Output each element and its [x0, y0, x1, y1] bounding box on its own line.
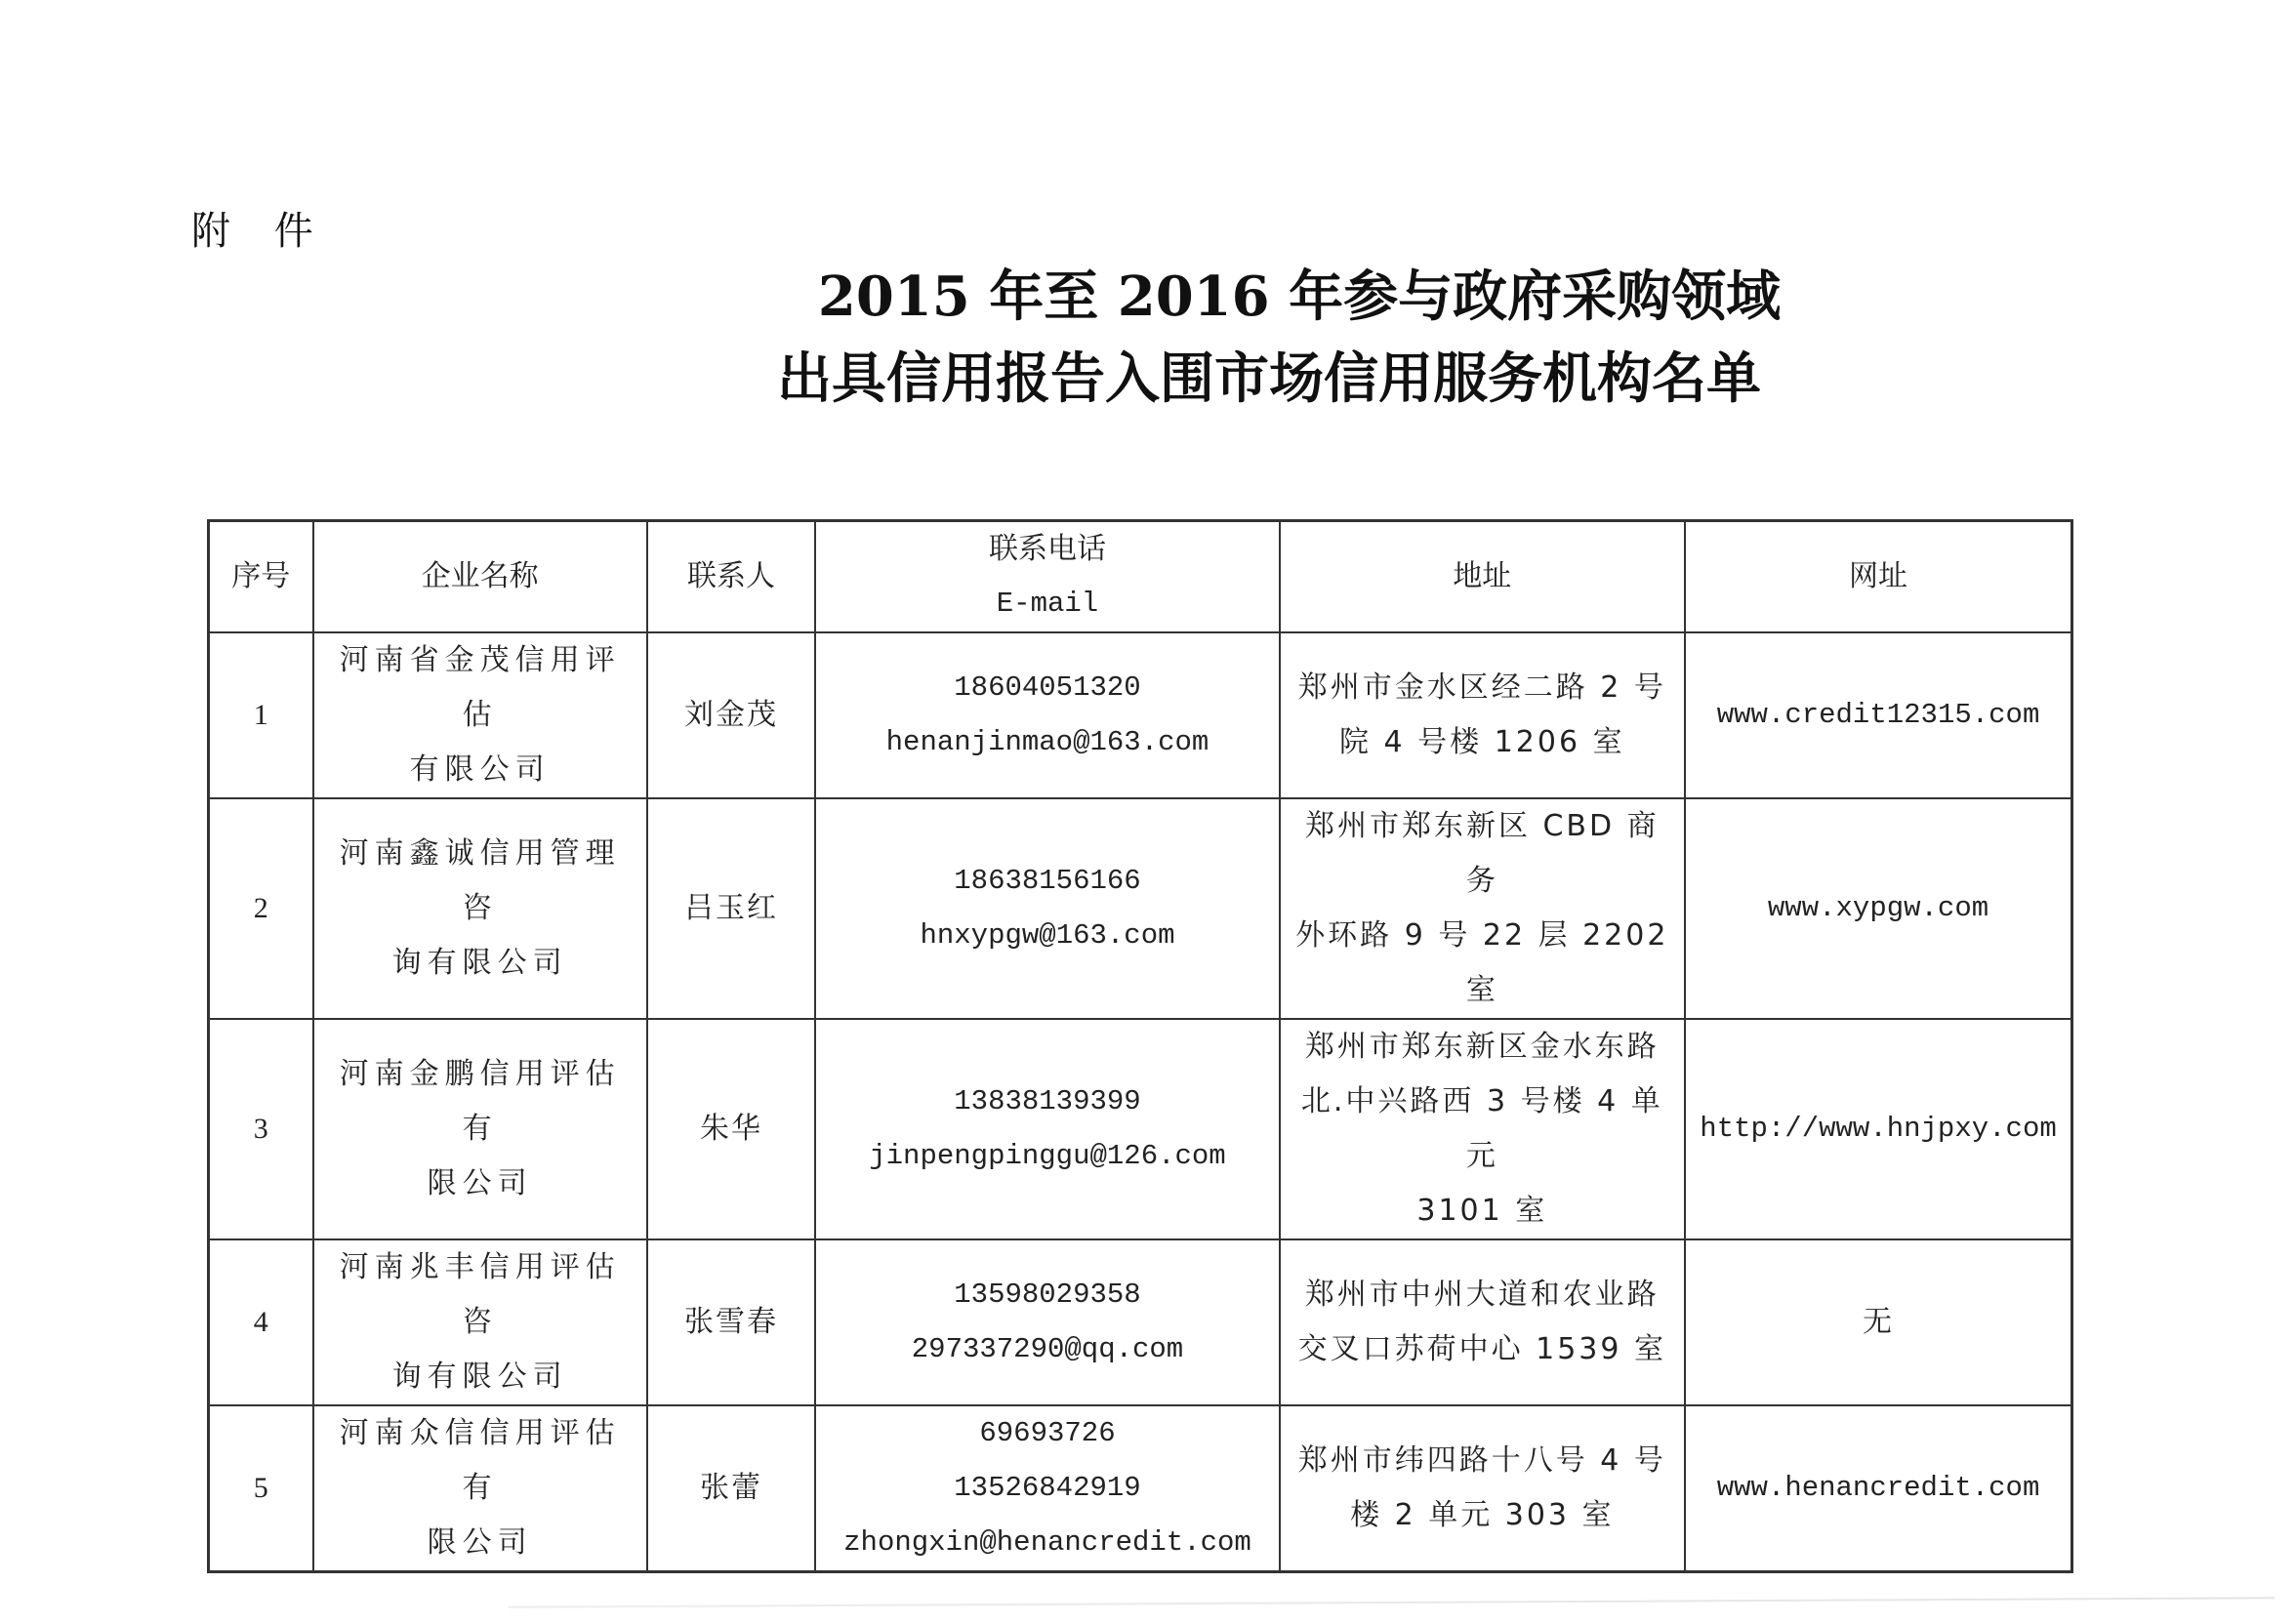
company-name — [313, 1239, 647, 1405]
header-phone: 联系电话 — [988, 532, 1106, 566]
contact-person: 张蕾 — [647, 1405, 816, 1572]
header-no: 序号 — [209, 521, 313, 633]
phone-number: 13526842919 — [954, 1472, 1141, 1504]
phone-number: 13838139399 — [954, 1085, 1141, 1117]
address-line: 3101 室 — [1416, 1194, 1548, 1228]
phone-number: 18604051320 — [954, 671, 1141, 704]
row-no: 1 — [209, 632, 313, 798]
table-header-row — [209, 521, 2072, 633]
address-line: 外环路 9 号 22 层 2202 室 — [1295, 918, 1669, 1007]
phone-email — [815, 1239, 1279, 1405]
header-contact: 联系人 — [647, 521, 816, 633]
company-name-line: 询有限公司 — [391, 1360, 568, 1394]
header-website: 网址 — [1685, 521, 2071, 633]
contact-person: 朱华 — [647, 1019, 816, 1239]
credit-agency-table — [207, 519, 2073, 1573]
company-name-line: 限公司 — [427, 1166, 533, 1200]
address-line: 北.中兴路西 3 号楼 4 单元 — [1300, 1084, 1663, 1173]
table-row — [209, 1239, 2072, 1405]
table-row — [209, 1405, 2072, 1572]
address-line: 郑州市郑东新区 CBD 商务 — [1304, 809, 1660, 898]
header-email: E-mail — [996, 588, 1099, 620]
header-phone-email — [815, 521, 1279, 633]
address — [1280, 632, 1686, 798]
contact-person: 刘金茂 — [647, 632, 816, 798]
table-row — [209, 632, 2072, 798]
email-address: 297337290@qq.com — [911, 1333, 1184, 1365]
address — [1280, 1239, 1686, 1405]
phone-number: 69693726 — [979, 1417, 1116, 1449]
address — [1280, 1405, 1686, 1572]
address — [1280, 1019, 1686, 1239]
company-name-line: 河南省金茂信用评估 — [339, 643, 621, 732]
phone-number: 18638156166 — [954, 865, 1141, 897]
company-name-line: 河南金鹏信用评估有 — [339, 1057, 621, 1146]
address-line: 院 4 号楼 1206 室 — [1339, 725, 1625, 759]
company-name — [313, 1019, 647, 1239]
company-name-line: 河南兆丰信用评估咨 — [339, 1250, 621, 1339]
phone-email — [815, 798, 1279, 1019]
phone-email — [815, 1405, 1279, 1572]
company-name — [313, 632, 647, 798]
company-name — [313, 1405, 647, 1572]
website: www.xypgw.com — [1685, 798, 2071, 1019]
company-name-line: 询有限公司 — [391, 946, 568, 980]
phone-email — [815, 1019, 1279, 1239]
company-name-line: 限公司 — [427, 1525, 533, 1560]
address-line: 楼 2 单元 303 室 — [1350, 1498, 1615, 1532]
row-no: 4 — [209, 1239, 313, 1405]
attachment-label: 附 件 — [191, 209, 329, 254]
website: 无 — [1685, 1239, 2071, 1405]
header-company: 企业名称 — [313, 521, 647, 633]
company-name-line: 有限公司 — [409, 752, 551, 787]
address-line: 交叉口苏荷中心 1539 室 — [1297, 1332, 1667, 1366]
website: www.henancredit.com — [1685, 1405, 2071, 1572]
row-no: 5 — [209, 1405, 313, 1572]
address-line: 郑州市中州大道和农业路 — [1304, 1278, 1660, 1312]
scan-artifact-line — [508, 1597, 2275, 1607]
website: www.credit12315.com — [1685, 632, 2071, 798]
company-name-line: 河南鑫诚信用管理咨 — [339, 836, 621, 925]
contact-person: 张雪春 — [647, 1239, 816, 1405]
document-title — [0, 262, 2296, 414]
phone-email — [815, 632, 1279, 798]
title-line-1: 2015 年至 2016 年参与政府采购领域 — [817, 264, 1782, 329]
email-address: henanjinmao@163.com — [885, 726, 1210, 758]
title-line-2: 出具信用报告入围市场信用服务机构名单 — [777, 346, 1761, 411]
company-name-line: 河南众信信用评估有 — [339, 1416, 621, 1505]
contact-person: 吕玉红 — [647, 798, 816, 1019]
address — [1280, 798, 1686, 1019]
row-no: 2 — [209, 798, 313, 1019]
website: http://www.hnjpxy.com — [1685, 1019, 2071, 1239]
row-no: 3 — [209, 1019, 313, 1239]
header-address: 地址 — [1280, 521, 1686, 633]
email-address: hnxypgw@163.com — [920, 919, 1175, 952]
table-row — [209, 798, 2072, 1019]
table-row — [209, 1019, 2072, 1239]
address-line: 郑州市纬四路十八号 4 号 — [1297, 1443, 1666, 1478]
email-address: jinpengpinggu@126.com — [869, 1140, 1226, 1172]
address-line: 郑州市金水区经二路 2 号 — [1297, 670, 1666, 705]
phone-number: 13598029358 — [954, 1279, 1141, 1311]
company-name — [313, 798, 647, 1019]
email-address: zhongxin@henancredit.com — [843, 1526, 1251, 1559]
address-line: 郑州市郑东新区金水东路 — [1304, 1030, 1660, 1064]
